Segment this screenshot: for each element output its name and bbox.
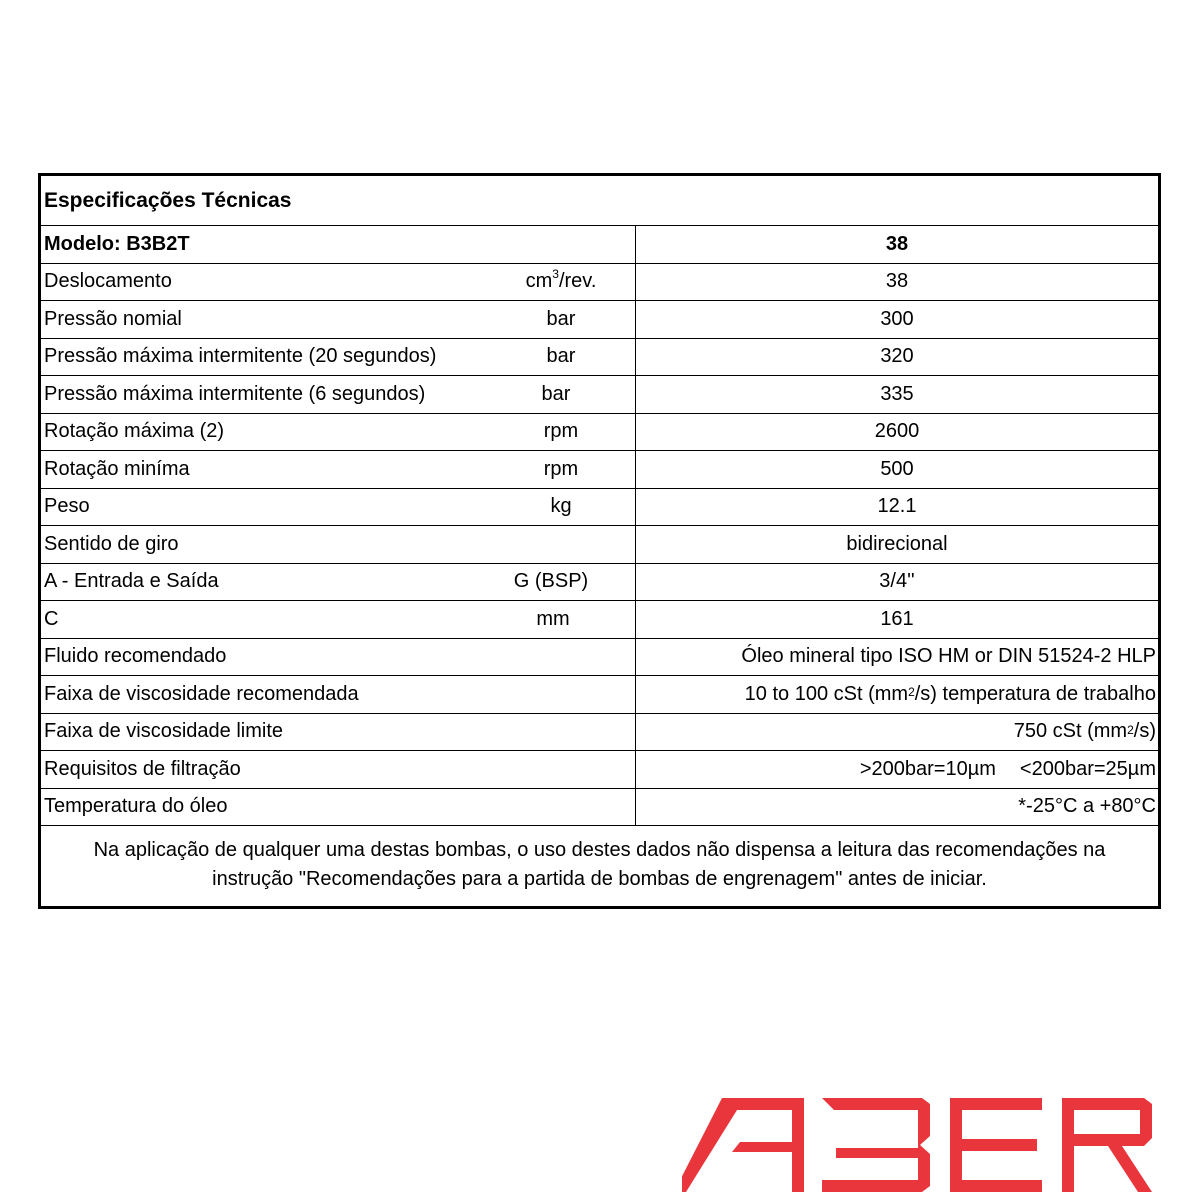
row-value: *-25°C a +80°C — [1018, 795, 1156, 818]
row-value: 320 — [880, 345, 914, 368]
row-label-cell — [41, 639, 636, 676]
row-value: 12.1 — [877, 495, 917, 518]
unit-main: cm — [525, 270, 553, 293]
model-row — [41, 226, 1158, 264]
row-unit: mm — [536, 607, 570, 630]
row-value: 335 — [880, 382, 914, 405]
row-label-cell — [41, 751, 636, 788]
row-name: Faixa de viscosidade limite — [44, 720, 283, 743]
row-name: Rotação miníma — [44, 457, 190, 480]
row-name: Pressão nomial — [44, 307, 182, 330]
row-value — [636, 676, 1158, 713]
row-value: 161 — [880, 607, 914, 630]
row-label-cell — [41, 601, 636, 638]
filtration-low: <200bar=25µm — [1019, 757, 1156, 780]
row-value — [636, 751, 1158, 788]
row-label-cell — [41, 339, 636, 376]
table-row — [41, 301, 1158, 339]
row-label-cell — [41, 564, 636, 601]
value-pre: 10 to 100 cSt (mm — [744, 682, 909, 705]
row-name: Peso — [44, 495, 90, 518]
table-row — [41, 526, 1158, 564]
row-label-cell — [41, 451, 636, 488]
row-name: Temperatura do óleo — [44, 795, 228, 818]
row-label-cell — [41, 714, 636, 751]
row-unit: rpm — [543, 420, 579, 443]
table-row — [41, 564, 1158, 602]
row-label-cell — [41, 414, 636, 451]
value-sup: 2 — [1127, 722, 1134, 737]
row-name: Pressão máxima intermitente (20 segundos) — [44, 345, 437, 368]
row-unit: bar — [541, 382, 571, 405]
table-row — [41, 789, 1158, 827]
row-name: Rotação máxima (2) — [44, 420, 225, 443]
row-name: Deslocamento — [44, 270, 172, 293]
row-name: Faixa de viscosidade recomendada — [44, 682, 359, 705]
row-name: C — [44, 607, 59, 630]
aber-logo-mark — [682, 1098, 1152, 1192]
row-unit: rpm — [543, 457, 579, 480]
value-sup: 2 — [908, 685, 915, 700]
row-label-cell — [41, 301, 636, 338]
row-name: Sentido de giro — [44, 532, 179, 555]
table-row — [41, 601, 1158, 639]
row-name: Pressão máxima intermitente (6 segundos) — [44, 382, 426, 405]
table-row — [41, 639, 1158, 677]
row-name: Requisitos de filtração — [44, 757, 241, 780]
model-label-cell — [41, 226, 636, 263]
aber-logo — [682, 1090, 1157, 1200]
unit-sup: 3 — [552, 267, 559, 282]
row-label-cell — [41, 526, 636, 563]
row-label-cell — [41, 676, 636, 713]
table-row — [41, 339, 1158, 377]
row-value: 3/4'' — [879, 570, 915, 593]
spec-table — [38, 173, 1161, 909]
row-unit: G (BSP) — [513, 570, 589, 593]
model-value: 38 — [885, 232, 909, 255]
table-row — [41, 264, 1158, 302]
row-value: 38 — [885, 270, 909, 293]
row-label-cell — [41, 789, 636, 826]
row-label-cell — [41, 376, 636, 413]
table-row — [41, 414, 1158, 452]
row-label-cell — [41, 264, 636, 301]
table-row — [41, 714, 1158, 752]
table-row — [41, 451, 1158, 489]
unit-tail: /rev. — [558, 270, 597, 293]
table-title: Especificações Técnicas — [44, 188, 292, 212]
row-value: 300 — [880, 307, 914, 330]
row-label-cell — [41, 489, 636, 526]
table-title-row — [41, 176, 1158, 226]
row-value: 500 — [880, 457, 914, 480]
row-unit — [521, 267, 601, 293]
table-row — [41, 676, 1158, 714]
value-post: /s) — [1133, 720, 1156, 743]
filtration-high: >200bar=10µm — [859, 757, 996, 780]
row-unit: bar — [546, 345, 576, 368]
row-value — [636, 714, 1158, 751]
row-value: 2600 — [874, 420, 920, 443]
table-row — [41, 376, 1158, 414]
model-label: Modelo: B3B2T — [44, 232, 190, 255]
row-value: bidirecional — [846, 532, 948, 555]
row-name: Fluido recomendado — [44, 645, 227, 668]
row-value: Óleo mineral tipo ISO HM or DIN 51524-2 HLP — [741, 645, 1156, 668]
value-pre: 750 cSt (mm — [1013, 720, 1128, 743]
row-unit: bar — [546, 307, 576, 330]
value-post: /s) temperatura de trabalho — [914, 682, 1156, 705]
footnote: Na aplicação de qualquer uma destas bombas, o uso destes dados não dispensa a leitura das recomendações na instrução "Recomendações para a partida de bombas de engrenagem" antes de iniciar. — [93, 839, 1106, 890]
row-name: A - Entrada e Saída — [44, 570, 219, 593]
table-row — [41, 751, 1158, 789]
row-unit: kg — [550, 495, 572, 518]
table-row — [41, 489, 1158, 527]
